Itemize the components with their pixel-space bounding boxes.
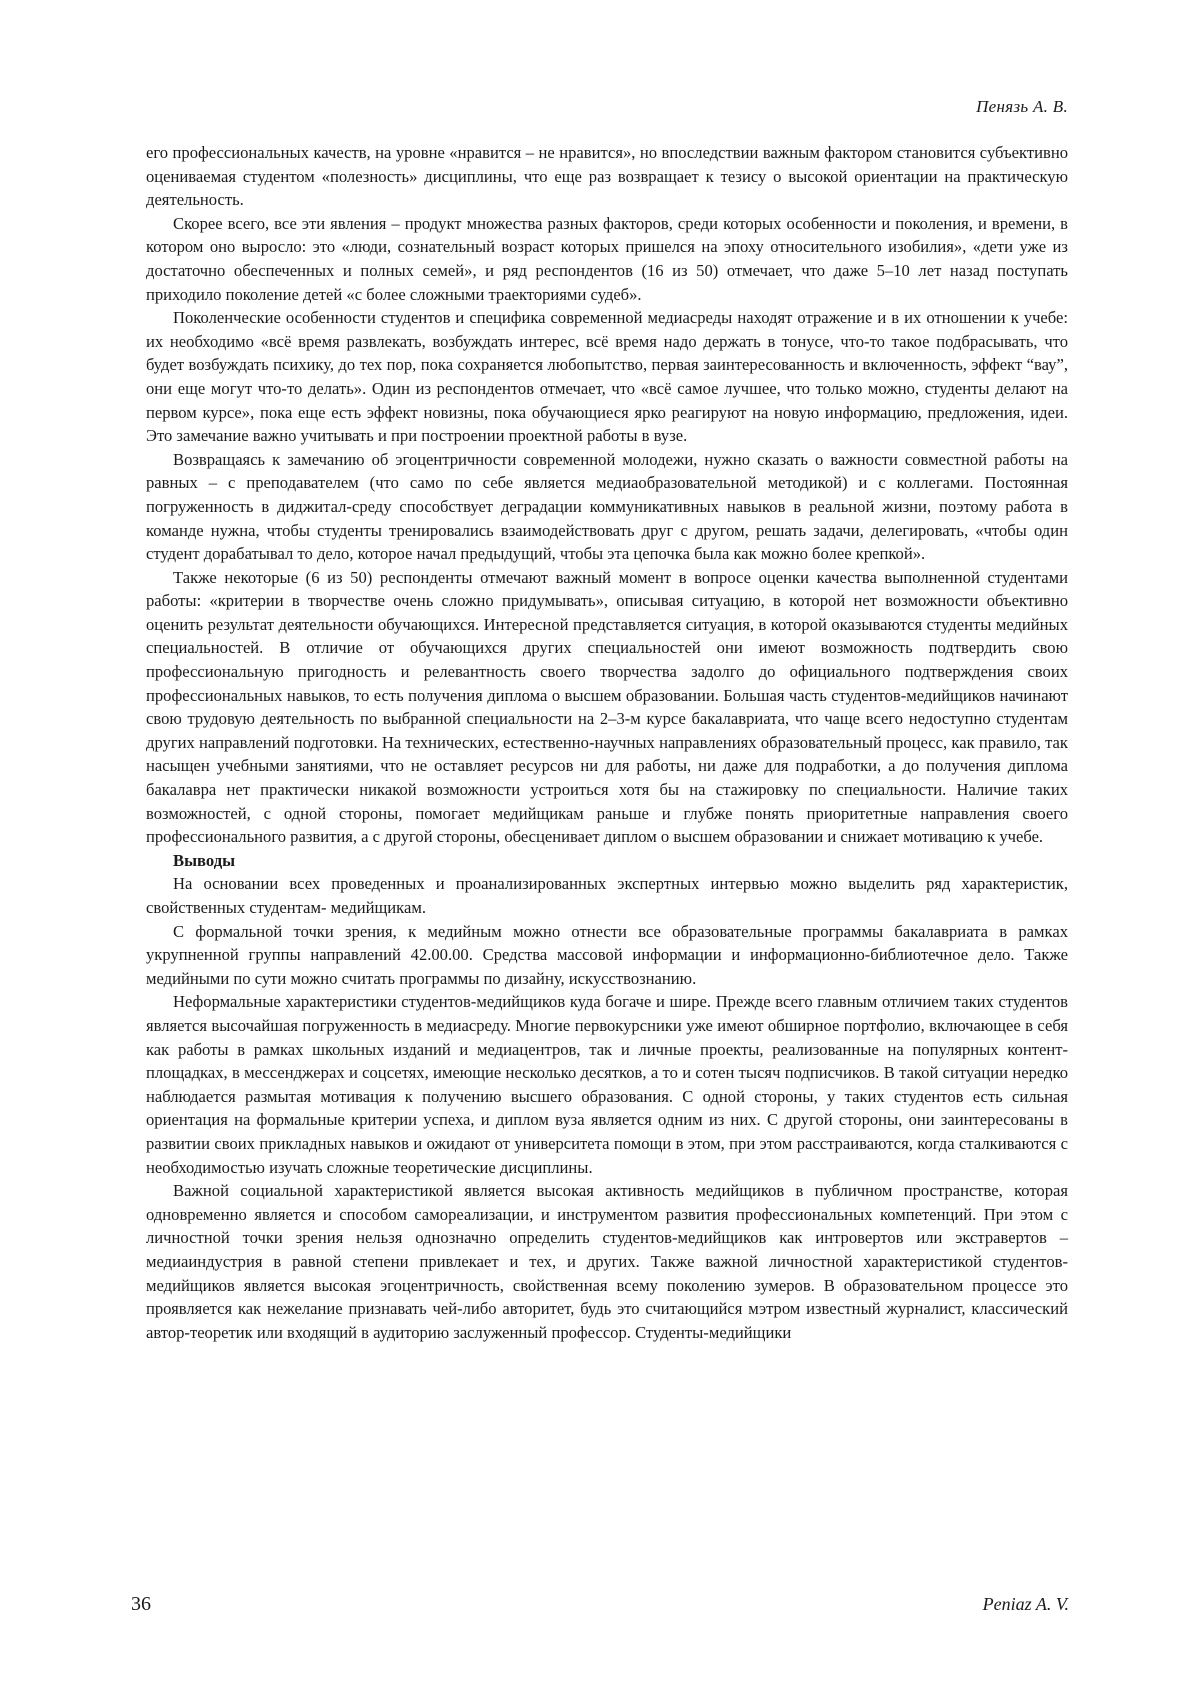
paragraph-continuation: его профессиональных качеств, на уровне «нравится – не нравится», но впоследствии важным фактором становится субъективно оцениваемая студентом «полезность» дисциплины, что еще раз возвращает к тезису о высокой ориентации на практическую деятельность. [146, 143, 1068, 210]
footer-author-latin: Peniaz A. V. [982, 1594, 1069, 1614]
paragraph: На основании всех проведенных и проанализированных экспертных интервью можно выделить ряд характеристик, свойственных студентам- медийщикам. [146, 874, 1068, 917]
paragraph: Неформальные характеристики студентов-медийщиков куда богаче и шире. Прежде всего главным отличием таких студентов является высочайшая погруженность в медиасреду. Многие первокурсники уже имеют обширное портфолио, включающее в себя как работы в рамках школьных изданий и медиацентров, так и личные проекты, реализованные на популярных контент-площадках, в мессенджерах и соцсетях, имеющие несколько десятков, а то и сотен тысяч подписчиков. В такой ситуации нередко наблюдается размытая мотивация к получению высшего образования. С одной стороны, у таких студентов есть сильная ориентация на формальные критерии успеха, и диплом вуза является одним из них. С другой стороны, они заинтересованы в развитии своих прикладных навыков и ожидают от университета помощи в этом, при этом расстраиваются, когда сталкиваются с необходимостью изучать сложные теоретические дисциплины. [146, 992, 1068, 1177]
paragraph: Поколенческие особенности студентов и специфика современной медиасреды находят отражение и в их отношении к учебе: их необходимо «всё время развлекать, возбуждать интерес, всё время надо держать в тонусе, что-то такое подбрасывать, что будет возбуждать психику, до тех пор, пока сохраняется любопытство, первая заинтересованность и включенность, эффект “вау”, они еще могут что-то делать». Один из респондентов отмечает, что «всё самое лучшее, что только можно, студенты делают на первом курсе», пока еще есть эффект новизны, пока обучающиеся ярко реагируют на новую информацию, предложения, идеи. Это замечание важно учитывать и при построении проектной работы в вузе. [146, 308, 1068, 446]
paragraph: С формальной точки зрения, к медийным можно отнести все образовательные программы бакалавриата в рамках укрупненной группы направлений 42.00.00. Средства массовой информации и информационно-библиотечное дело. Также медийными по сути можно считать программы по дизайну, искусствознанию. [146, 921, 1068, 988]
paragraph: Скорее всего, все эти явления – продукт множества разных факторов, среди которых особенности и поколения, и времени, в котором оно выросло: это «люди, сознательный возраст которых пришелся на эпоху относительного изобилия», «дети уже из достаточно обеспеченных и полных семей», и ряд респондентов (16 из 50) отмечает, что даже 5–10 лет назад поступать приходило поколение детей «с более сложными траекториями судеб». [146, 213, 1068, 304]
running-head-author: Пенязь А. В. [976, 97, 1068, 116]
section-heading-conclusions: Выводы [173, 850, 236, 870]
paragraph: Также некоторые (6 из 50) респонденты отмечают важный момент в вопросе оценки качества выполненной студентами работы: «критерии в творчестве очень сложно придумывать», описывая ситуацию, в которой нет возможности объективно оценить результат деятельности обучающихся. Интересной представляется ситуация, в которой оказываются студенты медийных специальностей. В отличие от обучающихся других специальностей они имеют возможность подтвердить свою профессиональную пригодность и релевантность своего творчества задолго до официального подтверждения своих профессиональных навыков, то есть получения диплома о высшем образовании. Большая часть студентов-медийщиков начинают свою трудовую деятельность по выбранной специальности на 2–3-м курсе бакалавриата, что чаще всего недоступно студентам других направлений подготовки. На технических, естественно-научных направлениях образовательный процесс, как правило, так насыщен учебными занятиями, что не оставляет ресурсов ни для работы, ни даже для подработки, а до получения диплома бакалавра нет практически никакой возможности устроиться хотя бы на стажировку по специальности. Наличие таких возможностей, с одной стороны, помогает медийщикам раньше и глубже понять приоритетные направления своего профессионального развития, а с другой стороны, обесценивает диплом о высшем образовании и снижает мотивацию к учебе. [146, 567, 1068, 847]
page-number: 36 [131, 1593, 151, 1615]
paragraph: Возвращаясь к замечанию об эгоцентричности современной молодежи, нужно сказать о важности совместной работы на равных – с преподавателем (что само по себе является медиаобразовательной методикой) и с коллегами. Постоянная погруженность в диджитал-среду способствует деградации коммуникативных навыков в реальной жизни, поэтому работа в команде нужна, чтобы студенты тренировались взаимодействовать друг с другом, решать задачи, делегировать, «чтобы один студент дорабатывал то дело, которое начал предыдущий, чтобы эта цепочка была как можно более крепкой». [146, 449, 1068, 564]
article-body [146, 141, 1068, 1344]
paragraph: Важной социальной характеристикой является высокая активность медийщиков в публичном пространстве, которая одновременно является и способом самореализации, и инструментом развития профессиональных компетенций. При этом с личностной точки зрения нельзя однозначно определить студентов-медийщиков как интровертов или экстравертов – медиаиндустрия в равной степени привлекает и тех, и других. Также важной личностной характеристикой студентов-медийщиков является высокая эгоцентричность, свойственная всему поколению зумеров. В образовательном процессе это проявляется как нежелание признавать чей-либо авторитет, будь это считающийся мэтром известный журналист, классический автор-теоретик или входящий в аудиторию заслуженный профессор. Студенты-медийщики [146, 1181, 1068, 1342]
